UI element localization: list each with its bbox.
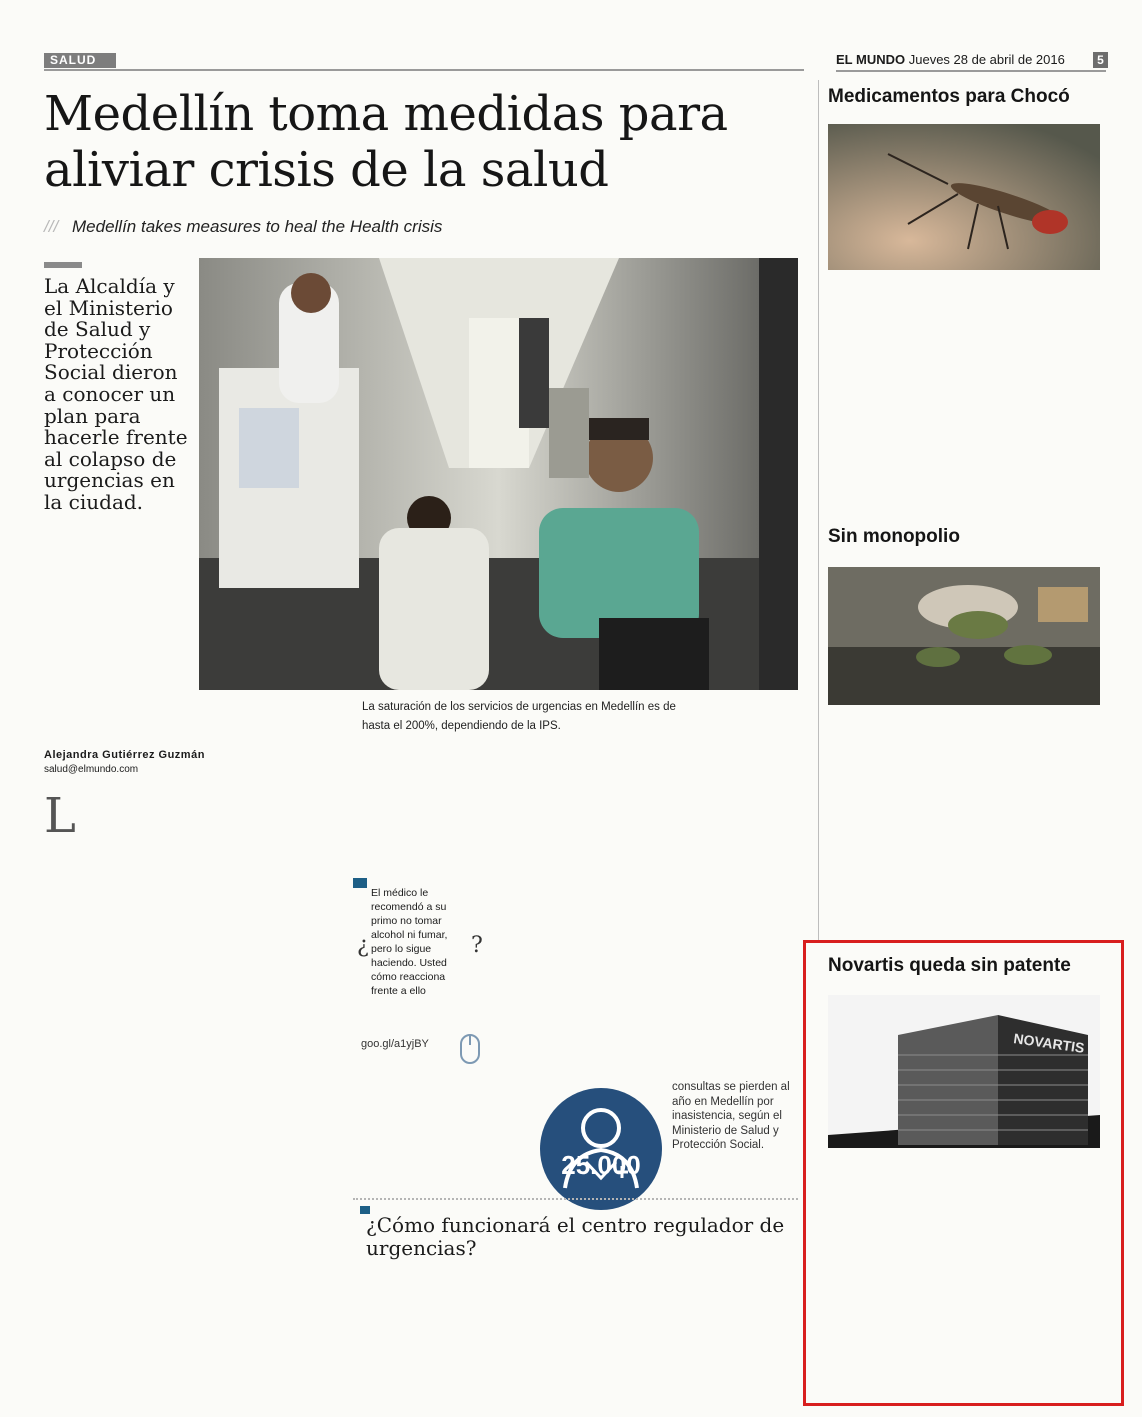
byline-name: Alejandra Gutiérrez Guzmán [44,749,205,761]
doctor-illustration [540,1088,662,1210]
masthead [836,52,1065,67]
medicamentos-text [828,277,1098,511]
page-number: 5 [1093,52,1108,68]
novartis-text [828,1152,1098,1384]
article-body-column-1 [44,794,334,1400]
subtitle: Medellín takes measures to heal the Health crisis [72,217,443,236]
byline-email: salud@elmundo.com [44,764,139,775]
mosquito-photo [828,124,1100,270]
regulator-box-divider [353,1198,798,1200]
short-link-text: goo.gl/a1yjBY [361,1038,429,1050]
masthead-brand: EL MUNDO [836,52,906,67]
cannabis-illustration [828,567,1100,705]
novartis-building-illustration [828,995,1100,1148]
drop-cap: L [44,794,76,844]
subtitle-slashes: /// [44,217,59,236]
article-body-column-2 [508,750,798,1050]
monopolio-text [828,708,1098,936]
top-rule [44,69,804,71]
cannabis-photo [828,567,1100,705]
reader-question-box [353,878,488,1028]
medicamentos-title: Medicamentos para Chocó [828,86,1070,107]
hospital-corridor-photo [199,258,798,690]
regulator-box-title: ¿Cómo funcionará el centro regulador de urgencias? [366,1213,785,1260]
monopolio-title: Sin monopolio [828,526,960,547]
novartis-title: Novartis queda sin patente [828,955,1071,976]
novartis-sign: NOVARTIS [1012,1030,1086,1056]
question-mark-open: ¿ [357,933,369,958]
lead-bar [44,262,82,268]
short-link-box [353,1028,488,1072]
column-divider [818,80,819,940]
novartis-building-photo [828,995,1100,1148]
qa-accent-bar [353,878,367,888]
top-rule-right [836,70,1106,72]
reader-question-text: El médico le recomendó a su primo no tomar alcohol ni fumar, pero lo sigue haciendo. Usted cómo reacciona frente a ello [371,887,448,997]
section-tag: SALUD [44,53,116,68]
hospital-corridor-illustration [199,258,798,690]
stat-text: consultas se pierden al año en Medellín por inasistencia, según el Ministerio de Salud y Protección Social. [672,1081,790,1151]
mosquito-illustration [828,124,1100,270]
masthead-date: Jueves 28 de abril de 2016 [908,52,1065,67]
photo-caption: La saturación de los servicios de urgencias en Medellín es de hasta el 200%, dependiendo de la IPS. [362,701,676,732]
doctor-icon [540,1088,662,1210]
headline: Medellín toma medidas para aliviar crisis de la salud [44,86,728,198]
lead-paragraph: La Alcaldía y el Ministerio de Salud y Protección Social dieron a conocer un plan para hacerle frente al colapso de urgencias en la ciudad. [44,274,188,514]
mouse-icon [458,1032,482,1066]
question-mark-close: ? [471,933,483,958]
stat-number: 25.000 [561,1150,641,1180]
